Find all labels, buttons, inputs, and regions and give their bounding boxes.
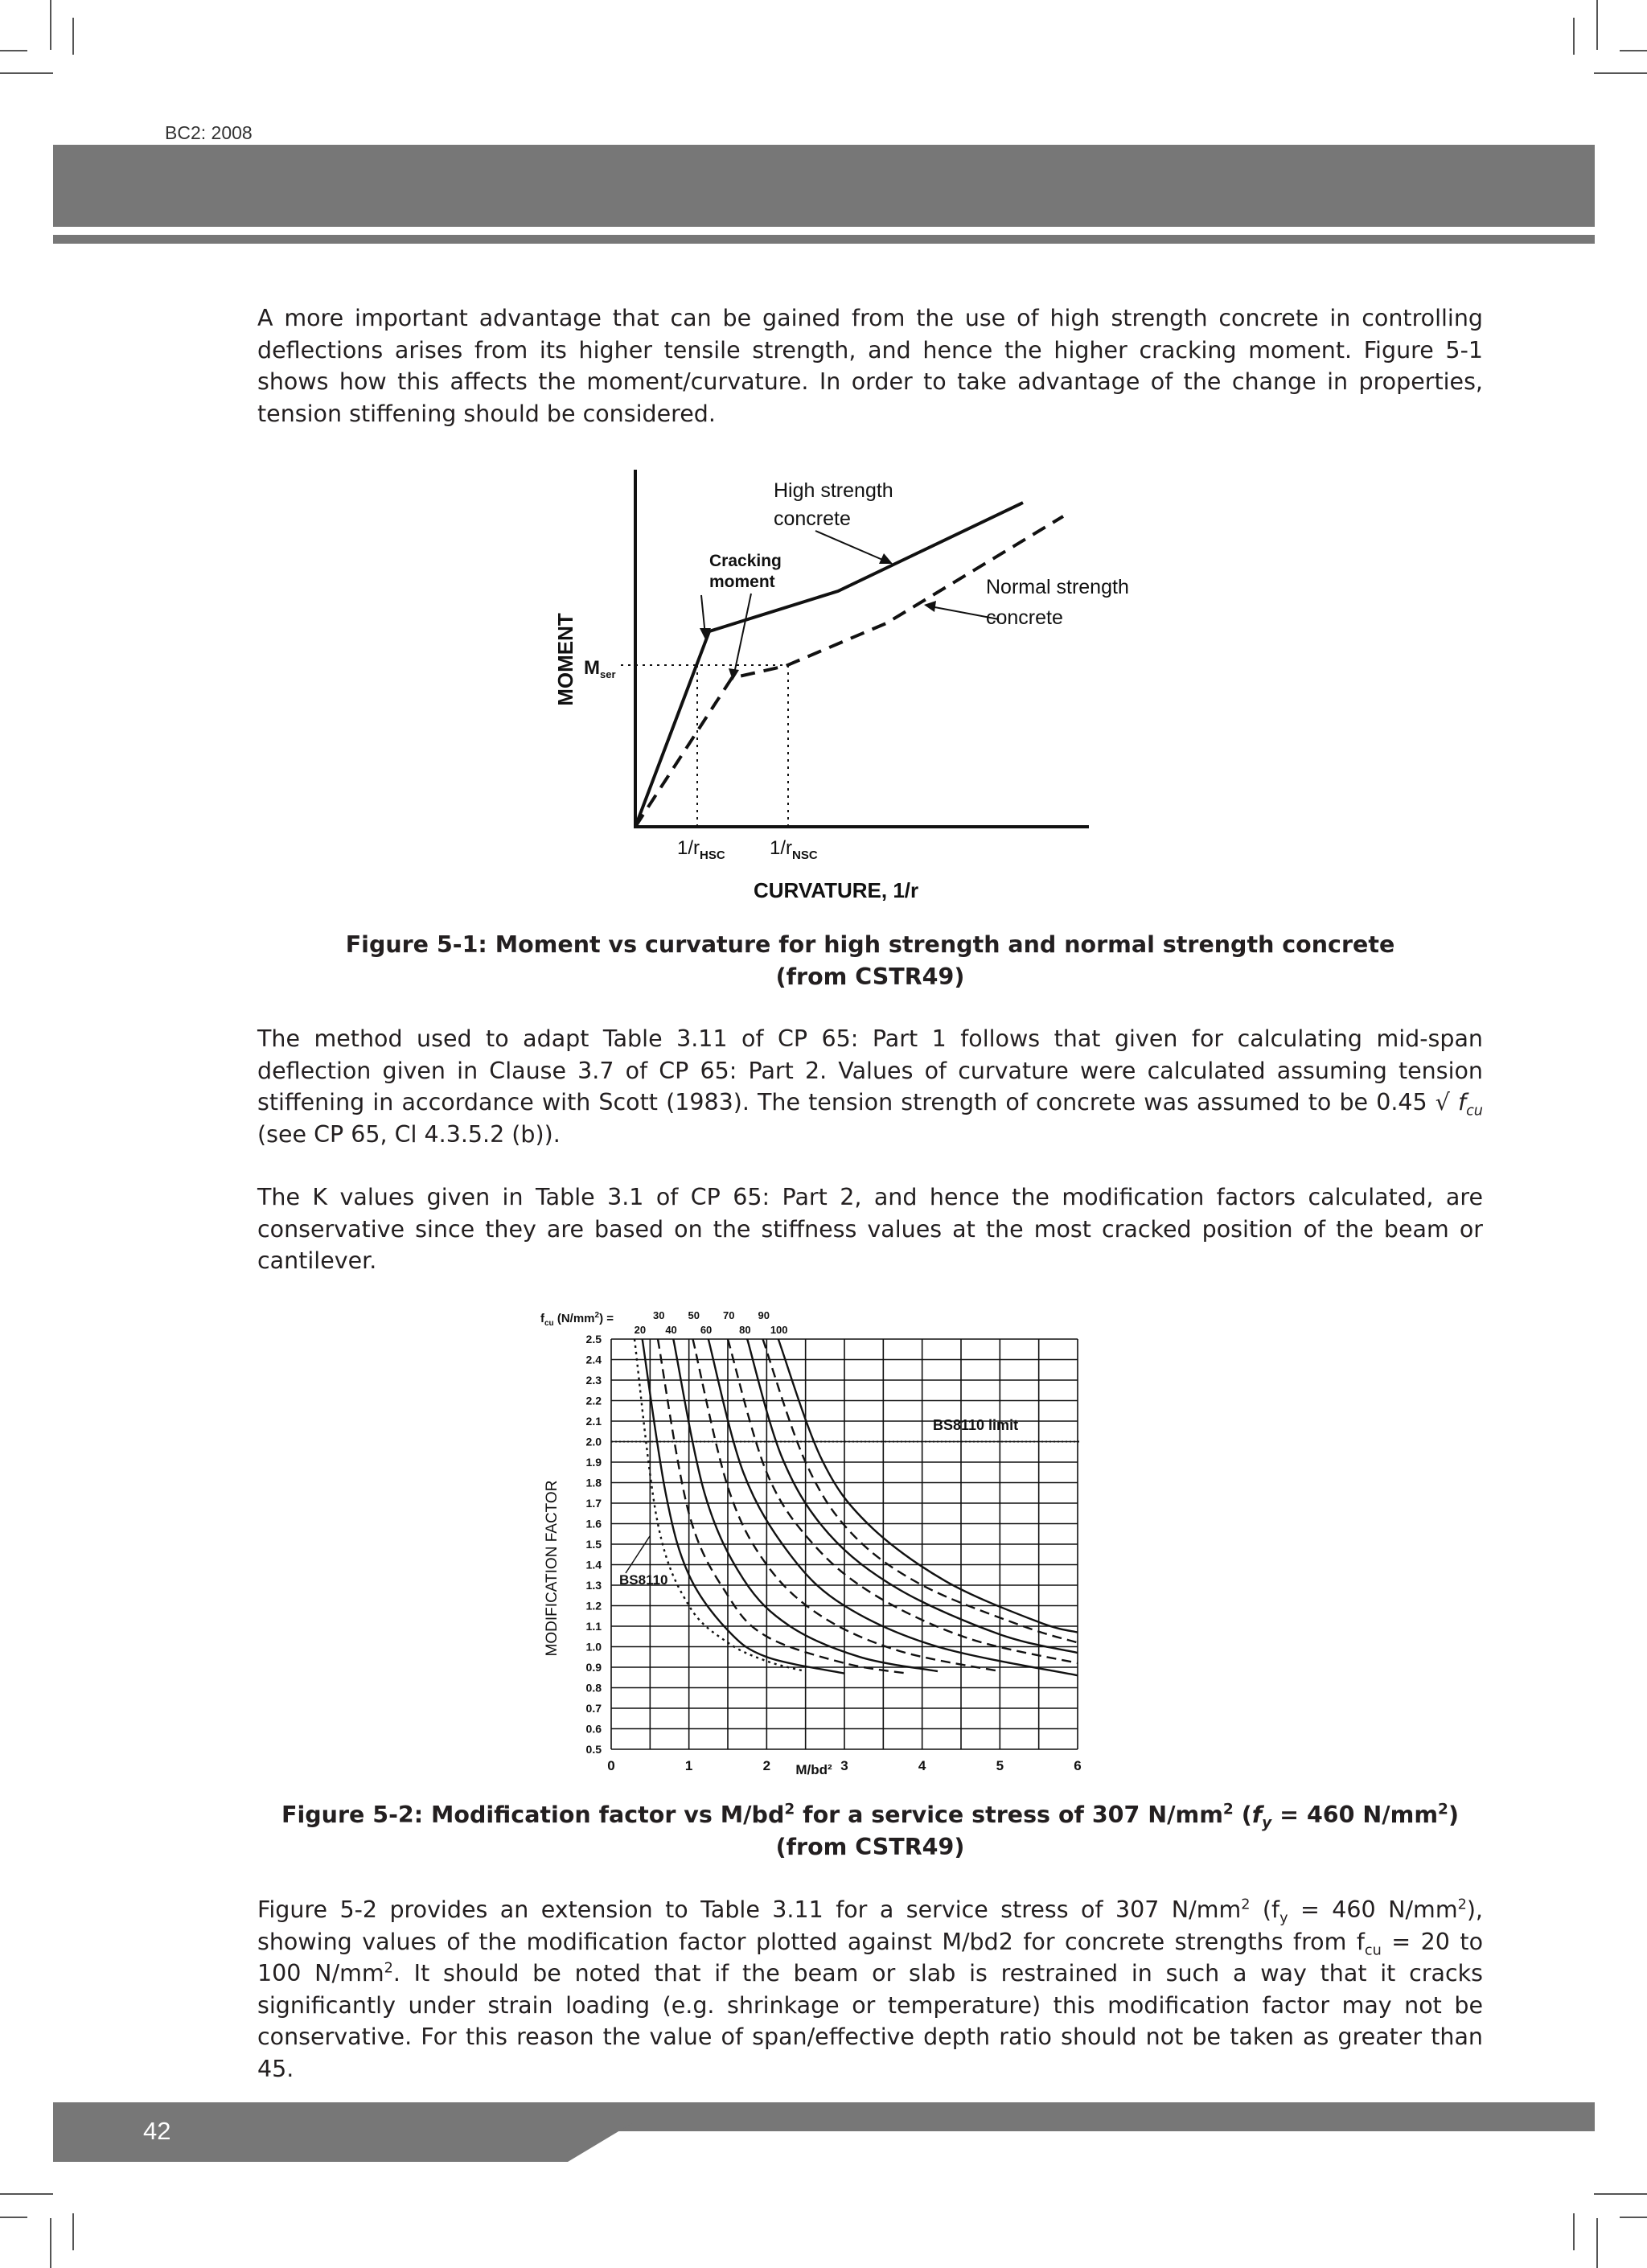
fig1-label: concrete [774, 507, 851, 530]
fig2-x-axis-label: M/bd² [795, 1762, 832, 1777]
fig2-bs8110-label: BS8110 [619, 1572, 668, 1588]
fig2-y-tick-label: 1.4 [585, 1558, 602, 1572]
fig2-fcu-value: 40 [665, 1324, 677, 1336]
fig1-rhsc-label: $1/r_{HSC}$ [677, 837, 725, 862]
fig2-fcu-value: 80 [739, 1324, 751, 1336]
figure-5-1-caption [257, 929, 1483, 993]
fig2-fcu-value: 30 [653, 1309, 665, 1321]
document-code: BC2: 2008 [165, 122, 253, 143]
fig2-y-tick-label: 2.5 [585, 1333, 602, 1346]
header-band [53, 145, 1595, 227]
fig2-y-tick-label: 2.0 [585, 1435, 602, 1448]
figure-5-1-caption-line1: Figure 5-1: Moment vs curvature for high strength and normal strength concrete [345, 931, 1395, 958]
fig1-label: Normal strength [986, 576, 1129, 598]
fig2-x-tick-label: 1 [684, 1758, 693, 1773]
fig2-y-tick-label: 1.8 [585, 1476, 602, 1489]
fig2-y-tick-label: 2.4 [585, 1353, 602, 1366]
page-number: 42 [143, 2117, 171, 2145]
fig1-rnsc-label: $1/r_{NSC}$ [770, 837, 818, 862]
fig2-y-tick-label: 1.5 [585, 1538, 602, 1551]
fig2-fcu-label: $f_{cu}$ $(N/mm^2)$ = [540, 1311, 614, 1328]
figure-5-2-caption: Figure 5-2: Modification factor vs $M/bd^2$ for a service stress of 307 $N/mm^2$ ($f_y = 460$ $N/mm^2$) (from CSTR49) [281, 1801, 1459, 1860]
fig1-label: High strength [774, 479, 893, 502]
figure-5-1-chart [540, 458, 1176, 910]
fig2-y-tick-label: 0.6 [585, 1722, 602, 1736]
fig2-fcu-value: 20 [634, 1324, 647, 1336]
figure-5-2-caption-line2: (from CSTR49) [775, 1834, 965, 1860]
paragraph-method: The method used to adapt Table 3.11 of CP 65: Part 1 follows that given for calculating mid-span deflection given in Clause 3.7 of CP 65: Part 2. Values of curvature were calculated assuming tension stiffening in accordance with Scott (1983). The tension strength of concrete was assumed to be 0.45 √ $f_{cu}$ (see CP 65, Cl 4.3.5.2 (b)). [257, 1025, 1483, 1148]
paragraph-extension: Figure 5-2 provides an extension to Table 3.11 for a service stress of 307 $N/mm^2$ ($f_y = 460$ $N/mm^2$), showing values of the modification factor plotted against M/bd2 for concrete strengths from $f_{cu} = 20$ to 100 $N/mm^2$. It should be noted that if the beam or slab is restrained in such a way that it cracks significantly under strain loading (e.g. shrinkage or temperature) this modification factor may not be conservative. For this reason the value of span/effective depth ratio should not be taken as greater than 45. [257, 1896, 1484, 2082]
fig2-fcu-value: 60 [700, 1324, 713, 1336]
fig2-y-tick-label: 1.7 [585, 1497, 602, 1510]
fig1-mser-label: $M_{ser}$ [584, 657, 616, 680]
fig2-x-tick-label: 6 [1074, 1758, 1082, 1773]
fig2-fcu-value: 100 [770, 1324, 788, 1336]
fig2-x-tick-label: 4 [918, 1758, 926, 1773]
fig2-y-tick-label: 0.5 [585, 1743, 602, 1756]
header-rule [53, 235, 1595, 244]
fig2-y-tick-label: 0.7 [585, 1702, 602, 1715]
fig2-y-tick-label: 0.9 [585, 1661, 602, 1674]
fig1-label: moment [709, 573, 775, 591]
paragraph-intro: A more important advantage that can be gained from the use of high strength concrete in controlling deflections arises from its higher tensile strength, and hence the higher cracking moment. Figure 5-1 shows how this affects the moment/curvature. In order to take advantage of the change in properties, tension stiffening should be considered. [257, 305, 1483, 427]
fig2-x-tick-label: 5 [996, 1758, 1004, 1773]
fig2-y-axis-label: MODIFICATION FACTOR [544, 1480, 561, 1657]
fig2-y-tick-label: 1.0 [585, 1640, 602, 1654]
fig2-x-tick-label: 0 [607, 1758, 615, 1773]
figure-5-2-chart [531, 1303, 1094, 1785]
fig2-y-tick-label: 2.3 [585, 1374, 602, 1387]
footer-tab [53, 2123, 632, 2162]
fig2-y-tick-label: 1.9 [585, 1456, 602, 1469]
fig2-fcu-value: 70 [723, 1309, 735, 1321]
fig2-y-tick-label: 1.2 [585, 1599, 602, 1613]
fig2-y-tick-label: 1.1 [585, 1620, 602, 1633]
paragraph-k-values: The K values given in Table 3.1 of CP 65: Part 2, and hence the modification factors calculated, are conservative since they are based on the stiffness values at the most cracked position of the beam or cantilever. [257, 1184, 1483, 1274]
fig1-label: Cracking [709, 552, 782, 570]
fig1-x-axis-label: CURVATURE, 1/r [754, 878, 919, 902]
fig2-y-tick-label: 0.8 [585, 1681, 602, 1695]
fig2-y-tick-label: 1.6 [585, 1517, 602, 1530]
fig1-y-axis-label: MOMENT [553, 613, 577, 706]
fig2-fcu-value: 90 [758, 1309, 770, 1321]
fig2-fcu-value: 50 [688, 1309, 700, 1321]
fig2-x-tick-label: 3 [840, 1758, 848, 1773]
fig2-y-tick-label: 1.3 [585, 1579, 602, 1592]
figure-5-1-caption-line2: (from CSTR49) [775, 963, 965, 990]
fig2-x-tick-label: 2 [762, 1758, 771, 1773]
fig2-limit-label: BS8110 limit [933, 1417, 1019, 1433]
fig1-label: concrete [986, 606, 1063, 629]
fig2-y-tick-label: 2.1 [585, 1415, 602, 1428]
fig2-y-tick-label: 2.2 [585, 1394, 602, 1407]
